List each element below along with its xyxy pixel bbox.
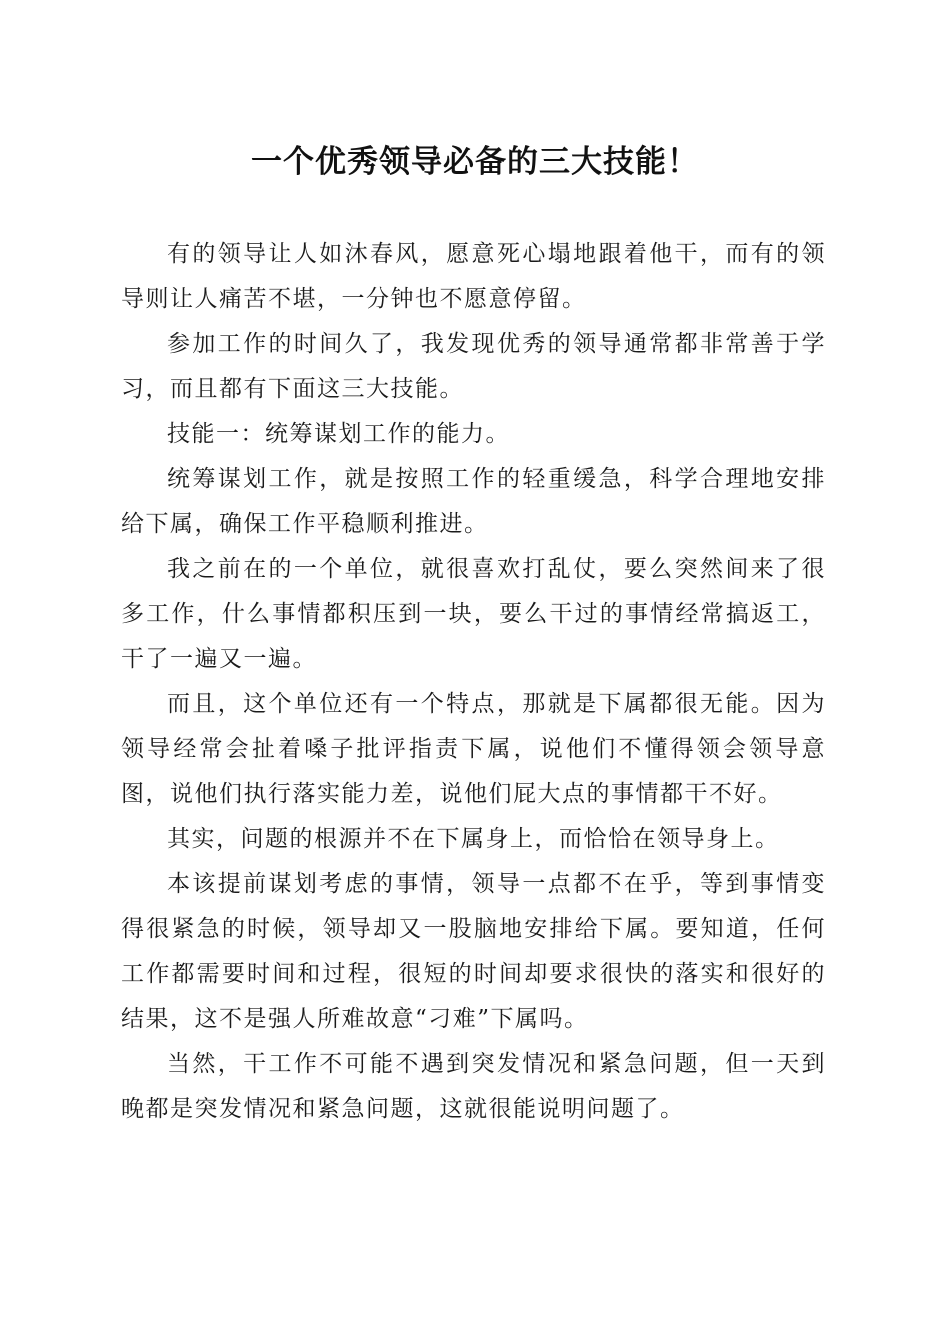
document-title: 一个优秀领导必备的三大技能！: [251, 144, 699, 180]
paragraph: 统筹谋划工作，就是按照工作的轻重缓急，科学合理地安排给下属，确保工作平稳顺利推进。: [121, 466, 826, 537]
paragraph: 我之前在的一个单位，就很喜欢打乱仗，要么突然间来了很多工作，什么事情都积压到一块，要么干过的事情经常搞返工，干了一遍又一遍。: [121, 556, 826, 672]
paragraph: 当然，干工作不可能不遇到突发情况和紧急问题，但一天到晚都是突发情况和紧急问题，这就很能说明问题了。: [121, 1051, 826, 1122]
paragraph: 其实，问题的根源并不在下属身上，而恰恰在领导身上。: [167, 826, 780, 852]
paragraph: 本该提前谋划考虑的事情，领导一点都不在乎，等到事情变得很紧急的时候，领导却又一股脑地安排给下属。要知道，任何工作都需要时间和过程，很短的时间却要求很快的落实和很好的结果，这不是强人所难故意“刁难”下属吗。: [121, 871, 826, 1032]
document-body: [121, 232, 826, 1132]
paragraph: 技能一：统筹谋划工作的能力。: [167, 421, 510, 447]
paragraph: 而且，这个单位还有一个特点，那就是下属都很无能。因为领导经常会扯着嗓子批评指责下属，说他们不懂得领会领导意图，说他们执行落实能力差，说他们屁大点的事情都干不好。: [121, 691, 826, 807]
paragraph: 有的领导让人如沐春风，愿意死心塌地跟着他干，而有的领导则让人痛苦不堪，一分钟也不愿意停留。: [121, 241, 826, 312]
paragraph: 参加工作的时间久了，我发现优秀的领导通常都非常善于学习，而且都有下面这三大技能。: [121, 331, 826, 402]
